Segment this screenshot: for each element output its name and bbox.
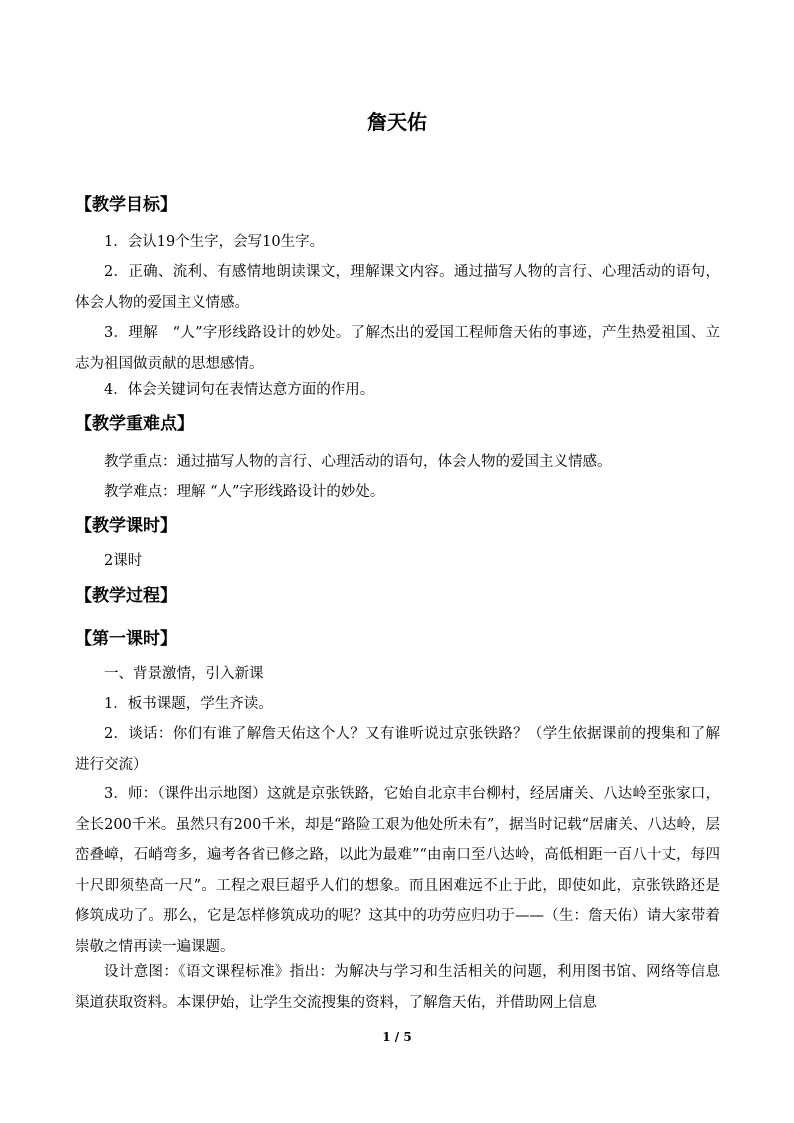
heading-teaching-process: 【教学过程】 [75,586,177,606]
difficulty-point: 教学难点：理解 “人”字形线路设计的妙处。 [104,484,385,500]
goal-item-3: 3．理解 “人”字形线路设计的妙处。了解杰出的爱国工程师詹天佑的事迹，产生热爱祖国、立志为祖国做贡献的思想感情。 [75,325,720,372]
heading-first-lesson: 【第一课时】 [75,629,177,649]
heading-teaching-goals: 【教学目标】 [75,195,177,215]
lesson-paragraph: 1．板书课题，学生齐读。 [104,696,273,712]
page-number: 1 / 5 [382,1030,412,1044]
key-point: 教学重点：通过描写人物的言行、心理活动的语句，体会人物的爱国主义情感。 [104,454,612,470]
goal-item-4: 4．体会关键词句在表情达意方面的作用。 [104,382,375,398]
lesson-paragraph: 2．谈话：你们有谁了解詹天佑这个人？又有谁听说过京张铁路？（学生依据课前的搜集和了解进行交流） [75,726,720,773]
lesson-paragraph: 3．师：（课件出示地图）这就是京张铁路，它始自北京丰台柳村，经居庸关、八达岭至张家口，全长200千米。虽然只有200千米，却是“路险工艰为他处所未有”，据当时记载“居庸关、八达岭，层峦叠嶂，石峭弯多，遍考各省已修之路，以此为最难”“由南口至八达岭，高低相距一百八十丈，每四十尺即须垫高一尺”。工程之艰巨超乎人们的想象。而且困难远不止于此，即使如此，京张铁路还是修筑成功了。那么，它是怎样修筑成功的呢？这其中的功劳应归功于——（生：詹天佑）请大家带着崇敬之情再读一遍课题。 [75,786,720,955]
class-hours-value: 2课时 [104,553,143,569]
heading-class-hours: 【教学课时】 [75,516,177,536]
design-intent-paragraph: 设计意图：《语文课程标准》指出：为解决与学习和生活相关的问题，利用图书馆、网络等信息渠道获取资料。本课伊始，让学生交流搜集的资料，了解詹天佑，并借助网上信息 [75,964,720,1011]
goal-item-1: 1．会认19个生字，会写10生字。 [104,234,325,250]
heading-key-points: 【教学重难点】 [75,414,194,434]
lesson-paragraph: 一、背景激情，引入新课 [104,666,264,682]
goal-item-2: 2．正确、流利、有感情地朗读课文，理解课文内容。通过描写人物的言行、心理活动的语句，体会人物的爱国主义情感。 [75,264,720,311]
document-title: 詹天佑 [367,110,427,134]
